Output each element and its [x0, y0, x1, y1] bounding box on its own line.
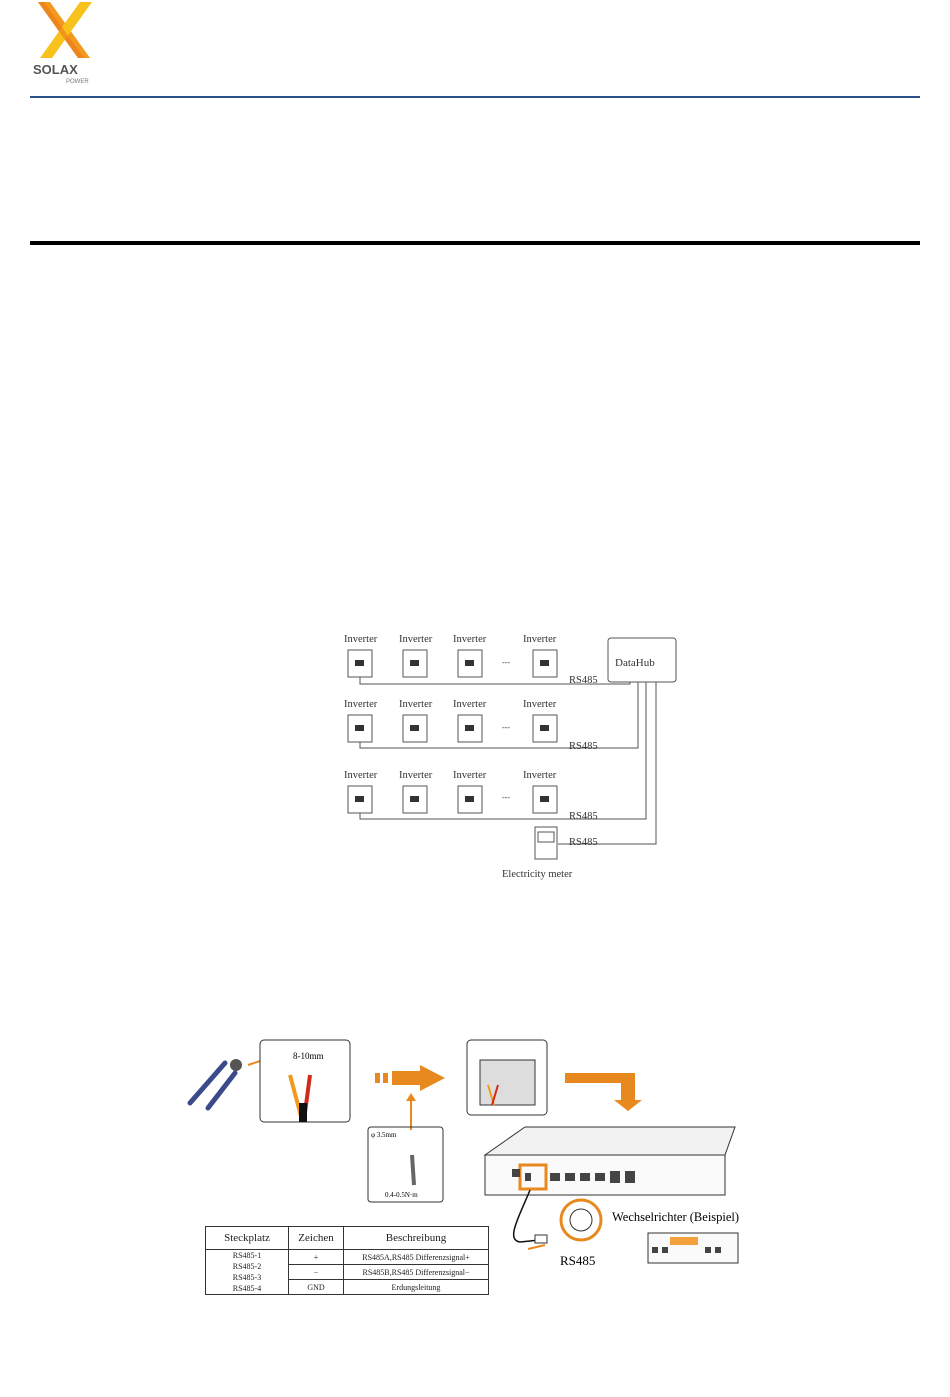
sign-cell: GND — [289, 1280, 344, 1295]
strip-length: 8-10mm — [293, 1051, 324, 1061]
inverter-label: Inverter — [399, 699, 433, 710]
rs485-label: RS485 — [569, 675, 598, 686]
logo-subtext: POWER — [66, 79, 89, 85]
inverter-label: Inverter — [453, 699, 487, 710]
ellipsis: --- — [502, 793, 510, 802]
inverter-label: Inverter — [523, 699, 557, 710]
electricity-meter-label: Electricity meter — [502, 869, 573, 880]
column-header: Beschreibung — [344, 1227, 489, 1250]
rs485-label: RS485 — [569, 811, 598, 822]
table-header-row — [206, 1227, 489, 1250]
rs485-label: RS485 — [569, 837, 598, 848]
ferrule-diameter: φ 3.5mm — [371, 1131, 397, 1139]
inverter-label: Inverter — [453, 634, 487, 645]
section-divider — [30, 241, 920, 245]
rs485-pin-table — [205, 1226, 489, 1295]
inverter-label: Inverter — [453, 770, 487, 781]
slot-label: RS485-1 — [232, 1251, 262, 1260]
rs485-label: RS485 — [569, 741, 598, 752]
description-cell: Erdungsleitung — [344, 1280, 489, 1295]
sign-cell: − — [289, 1265, 344, 1280]
inverter-label: Inverter — [344, 699, 378, 710]
slot-cell — [206, 1250, 289, 1295]
column-header: Steckplatz — [206, 1227, 289, 1250]
inverter-label: Inverter — [399, 770, 433, 781]
ellipsis: --- — [502, 723, 510, 732]
slot-label: RS485-4 — [232, 1284, 262, 1293]
description-cell: RS485B,RS485 Differenzsignal− — [344, 1265, 489, 1280]
solax-logo — [30, 0, 100, 86]
inverter-label: Inverter — [523, 770, 557, 781]
inverter-label: Inverter — [399, 634, 433, 645]
sign-cell: + — [289, 1250, 344, 1265]
slot-label: RS485-2 — [232, 1262, 262, 1271]
description-cell: RS485A,RS485 Differenzsignal+ — [344, 1250, 489, 1265]
inverter-label: Inverter — [523, 634, 557, 645]
torque-value: 0.4-0.5N·m — [385, 1191, 418, 1199]
column-header: Zeichen — [289, 1227, 344, 1250]
datahub-topology-diagram — [330, 630, 690, 890]
ellipsis: --- — [502, 658, 510, 667]
table-row — [206, 1250, 489, 1265]
datahub-label: DataHub — [615, 657, 655, 669]
rs485-port-label: RS485 — [560, 1253, 596, 1268]
slot-label: RS485-3 — [232, 1273, 262, 1282]
logo-text: SOLAX — [33, 62, 78, 77]
header-divider — [30, 96, 920, 98]
inverter-example-label: Wechselrichter (Beispiel) — [612, 1210, 740, 1224]
inverter-label: Inverter — [344, 634, 378, 645]
inverter-label: Inverter — [344, 770, 378, 781]
